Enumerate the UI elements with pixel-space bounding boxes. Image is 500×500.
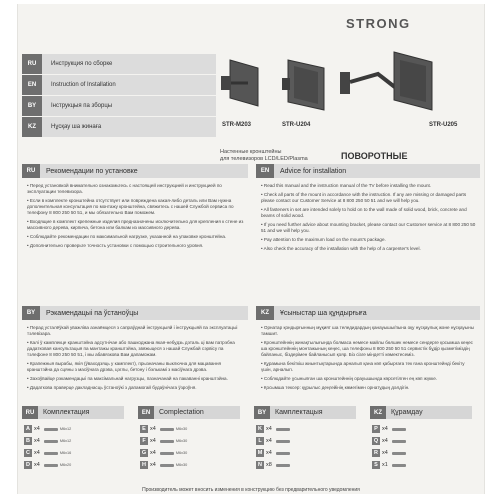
kit-parts [22, 419, 124, 479]
part-letter: K [256, 425, 264, 433]
part-item [372, 461, 406, 469]
screw-icon [160, 464, 174, 467]
part-item [256, 449, 290, 457]
kit-code: BY [254, 406, 270, 419]
anchor-icon [392, 428, 406, 431]
section-body [22, 320, 248, 391]
part-item [372, 449, 406, 457]
section-header [256, 306, 480, 320]
kit-ru [22, 406, 124, 484]
washer-icon [276, 428, 290, 431]
part-size: M6x30 [175, 439, 188, 443]
part-size: M6x16 [59, 451, 72, 455]
advice-item: • Крапежныя вырабы, якія (ўваходзяць у камплект), прызначаны выключна для мацавання кранштэйна да сцяны з масіўнага дрэва, цэглы, бетону і бэлькамі з масіўнага дрэва. [27, 361, 221, 372]
section-en-advice [256, 164, 480, 302]
advice-item: • Соблюдайте рекомендации по максимальной нагрузке, указанной на упаковке кронштейна. [27, 234, 227, 239]
part-item [372, 425, 406, 433]
section-title: Ұсыныстар ша құндырғыға [274, 306, 480, 320]
screw-icon [44, 440, 58, 443]
kit-code: EN [138, 406, 154, 419]
anchor-icon [392, 440, 406, 443]
subtitle-line-1: Настенные кронштейны [220, 149, 282, 155]
advice-item: • Құрамына бекіткіш жиынтықтарында арналып қана көп қабырғаға тек ғана кронштейнді бекіту үшін, арналып. [261, 361, 465, 372]
section-body [256, 178, 480, 252]
section-header [22, 164, 248, 178]
kit-en [138, 406, 240, 484]
language-code: KZ [22, 117, 42, 137]
language-row-kz [22, 117, 216, 137]
part-item [256, 461, 290, 469]
part-size: M6x12 [59, 427, 72, 431]
kit-code: RU [22, 406, 38, 419]
language-row-ru [22, 54, 216, 74]
part-letter: M [257, 450, 263, 456]
part-qty: x4 [382, 450, 388, 456]
advice-item: • Also check the accuracy of the installation with the help of a carpenter's level. [261, 246, 421, 251]
part-letter: A [24, 425, 32, 433]
part-qty: x4 [34, 450, 40, 456]
bracket-u204-image [280, 56, 332, 118]
part-letter: P [372, 425, 380, 433]
part-letter: R [372, 449, 380, 457]
part-qty: x8 [266, 462, 272, 468]
washer-icon [276, 464, 290, 467]
part-qty: x4 [382, 426, 388, 432]
part-size: M6x30 [175, 451, 188, 455]
language-list [22, 54, 216, 138]
kit-parts [138, 419, 240, 479]
brand-logo: STRONG [346, 16, 411, 31]
advice-item: • Перад усталёўкай уважліва азнаёмцеся з сапраўднай інструкцыяй і інструкцыяй па эксплуатацыі тэлевізара. [27, 325, 238, 336]
screw-icon [44, 452, 58, 455]
kit-kz [370, 406, 472, 484]
section-title: Advice for installation [274, 164, 480, 178]
language-row-en [22, 75, 216, 95]
part-qty: x4 [150, 450, 156, 456]
product-label-m203: STR-M203 [222, 122, 252, 128]
instruction-sheet [17, 4, 485, 494]
language-code: EN [22, 75, 42, 95]
part-letter: G [141, 450, 147, 456]
screw-icon [160, 428, 174, 431]
part-qty: x4 [34, 426, 40, 432]
kit-code: KZ [370, 406, 386, 419]
part-qty: x4 [34, 438, 40, 444]
kit-parts [370, 419, 472, 479]
product-label-u204: STR-U204 [282, 122, 311, 128]
language-label: Інструкцыя па зборцы [42, 96, 216, 116]
advice-item: • Дадаткова праверце дакладнасць ўстаноўкі з дапамогай будаўнічага ўзроўня. [27, 385, 197, 390]
advice-item: • Check all parts of the mount in accordance with the instruction. If any are missing or damaged parts please contact our Customer Service at 8 800 250 50 51 and we will help you. [261, 192, 467, 203]
language-code: RU [22, 54, 42, 74]
part-qty: x4 [266, 426, 272, 432]
advice-item: • Калі ў камплекце кранштэйна адсутнічае або пашкоджана якая-небудзь дэталь ці вам патрэбна дадатковая кансультацыя па мантажы кранштэйна, звяжыцеся з нашай Службай сэрвісу па тэлефоне 8 800 250 50 51, і мы абавязкова Вам дапаможам. [27, 340, 235, 357]
language-label: Instruction of Installation [42, 75, 216, 95]
section-by-advice [22, 306, 248, 402]
section-header [22, 306, 248, 320]
kit-header [22, 406, 124, 419]
section-code: KZ [256, 306, 274, 320]
section-code: RU [22, 164, 40, 178]
advice-item: • Входящие в комплект крепежные изделия предназначены исключительно для крепления к стене из массивного дерева, кирпича, бетона или балкам из массивного дерева. [27, 219, 244, 230]
section-title: Рэкамендацыі па ўстаноўцы [40, 306, 248, 320]
part-item [256, 437, 290, 445]
advice-item: • Кронштейннің жинақтылығында болмаса немесе майлы бөлшек немесе сендерге қосымша кеңес ша кронштейннің монтажының кеңес, ша телефоны 8 800 250 50 51 сервистік бұдір қызметіміздің байланыс, біздерімен байланысып қояр. Біз сізге міндетті көмектесеміз. [261, 340, 473, 357]
part-letter: L [256, 437, 264, 445]
part-letter: C [24, 449, 32, 457]
section-ru-advice [22, 164, 248, 302]
section-code: EN [256, 164, 274, 178]
advice-item: • If you need further advice about mounting bracket, please contact our Customer service at 8 800 250 50 51 and we will help you. [261, 222, 476, 233]
part-item [140, 449, 187, 457]
kit-header [254, 406, 356, 419]
part-letter: F [140, 437, 148, 445]
kit-title: Complectation [154, 406, 240, 419]
part-qty: x4 [150, 438, 156, 444]
part-qty: x4 [266, 450, 272, 456]
part-qty: x4 [266, 438, 272, 444]
advice-item: • All fasteners in set are intended solely to hold on to the wall made of solid wood, brick, concrete and beams of solid wood. [261, 207, 467, 218]
kit-title: Құрамдау [386, 406, 472, 419]
kit-title: Комплектация [38, 406, 124, 419]
part-letter: H [140, 461, 148, 469]
part-qty: x1 [382, 462, 388, 468]
section-body [22, 178, 248, 249]
language-label: Нұсқау ша жинаға [42, 117, 216, 137]
advice-item: • Read this manual and the instruction manual of the TV before installing the mount. [261, 183, 432, 188]
part-item [140, 437, 187, 445]
section-body [256, 320, 480, 391]
part-qty: x4 [382, 438, 388, 444]
section-kz-advice [256, 306, 480, 402]
part-item [140, 461, 187, 469]
part-size: M6x20 [59, 463, 72, 467]
kit-header [370, 406, 472, 419]
subtitle-line-2: для телевизоров LCD/LED/Plasma [220, 156, 308, 162]
part-letter: D [24, 461, 32, 469]
series-title: ПОВОРОТНЫЕ [341, 151, 408, 161]
part-size: M6x30 [175, 427, 188, 431]
part-item [24, 425, 71, 433]
advice-item: • Соблюдайте ұсынылған ша кронштейннің орауышында көрсетілген ең көп жүкке. [261, 376, 438, 381]
part-item [24, 461, 71, 469]
advice-item: • Қосымша тексер: құрылыс деңгейінің көмегімен орнатудың дәлдігін. [261, 385, 410, 390]
washer-icon [276, 440, 290, 443]
washer-icon [276, 452, 290, 455]
part-item [24, 437, 71, 445]
language-row-by [22, 96, 216, 116]
bracket-u205-image [338, 46, 438, 120]
screw-icon [160, 452, 174, 455]
advice-item: • Если в комплекте кронштейна отсутствует или повреждена какая-либо деталь или Вам нужна дополнительная консультация по монтажу кронштейна, свяжитесь с нашей Службой сервиса по телефону 8 800 250 50 51, и мы обязательно Вам поможем. [27, 198, 234, 215]
kit-title: Камплектацыя [270, 406, 356, 419]
part-item [372, 437, 406, 445]
footer-note: Производитель может вносить изменения в конструкцию без предварительного уведомления [142, 487, 360, 493]
advice-item: • Дополнительно проверьте точность установки с помощью строительного уровня. [27, 243, 204, 248]
kit-parts [254, 419, 356, 479]
kit-header [138, 406, 240, 419]
advice-item: • Перед установкой внимательно ознакомьтесь с настоящей инструкцией и инструкцией по эксплуатации телевизора. [27, 183, 222, 194]
language-code: BY [22, 96, 42, 116]
part-letter: E [140, 425, 148, 433]
wrench-icon [392, 464, 406, 467]
bracket-m203-image [218, 56, 268, 114]
language-label: Инструкция по сборке [42, 54, 216, 74]
part-size: M6x30 [175, 463, 188, 467]
part-letter: S [372, 461, 380, 469]
part-letter: Q [373, 438, 379, 444]
advice-item: • Pay attention to the maximum load on the mount's package. [261, 237, 386, 242]
part-item [256, 425, 290, 433]
screw-icon [44, 464, 58, 467]
part-qty: x4 [150, 462, 156, 468]
part-qty: x4 [150, 426, 156, 432]
product-subtitle [220, 149, 308, 163]
part-item [140, 425, 187, 433]
section-code: BY [22, 306, 40, 320]
part-item [24, 449, 71, 457]
section-title: Рекомендации по установке [40, 164, 248, 178]
part-letter: N [256, 461, 264, 469]
part-letter: B [24, 437, 32, 445]
screw-icon [44, 428, 58, 431]
advice-item: • Орнатар қондырғынның мұқият ша теледидардың қанауышы/пына оқу нұсқаулық және нұсқауыны тамшит. [261, 325, 474, 336]
part-qty: x4 [34, 462, 40, 468]
product-label-u205: STR-U205 [429, 122, 458, 128]
part-size: M6x12 [59, 439, 72, 443]
section-header [256, 164, 480, 178]
advice-item: • Захоўвайце рэкамендацыі па максімальнай нагрузцы, пазначанай на пакаванні кранштэйна. [27, 376, 228, 381]
bolt-icon [392, 452, 406, 455]
kit-by [254, 406, 356, 484]
screw-icon [160, 440, 174, 443]
